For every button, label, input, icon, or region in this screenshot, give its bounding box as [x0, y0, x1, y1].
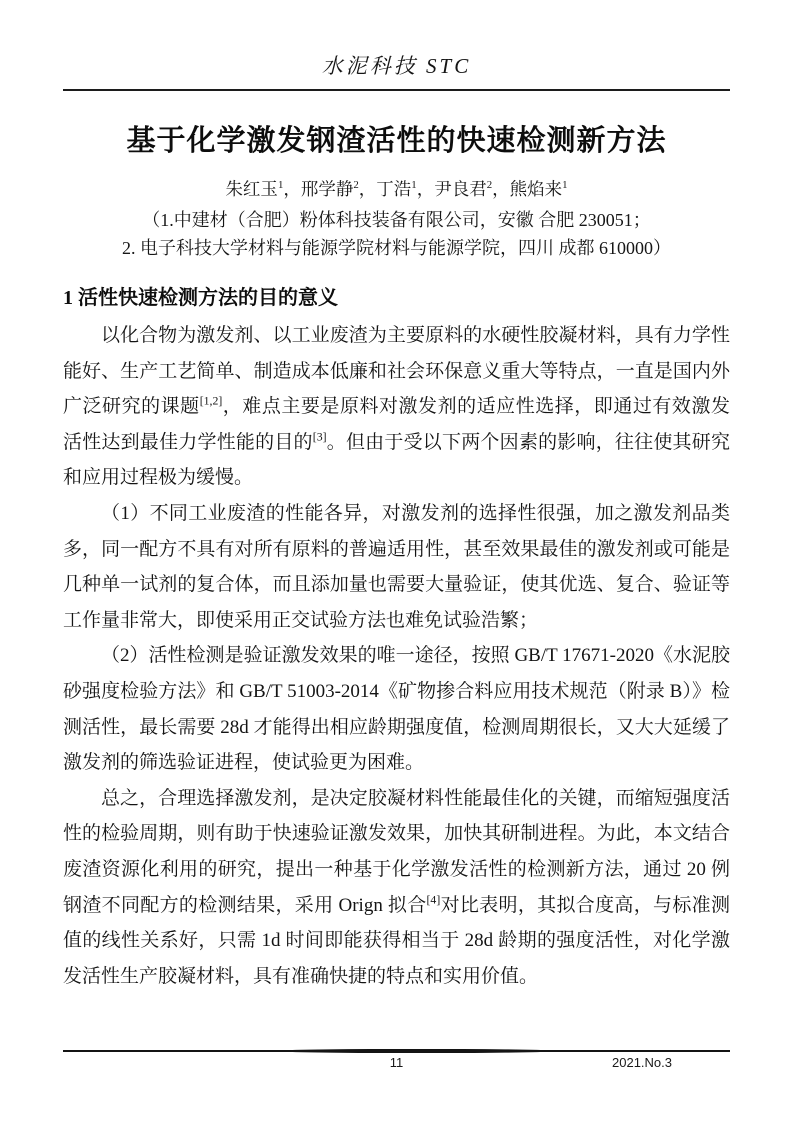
- author-name: 丁浩: [376, 179, 412, 199]
- header-rule: [63, 89, 730, 91]
- citation-superscript: [4]: [426, 893, 441, 907]
- citation-superscript: 1: [277, 179, 284, 192]
- paragraph-text: 总之，合理选择激发剂，是决定胶凝材料性能最佳化的关键，而缩短强度活性的检验周期，则有助于快速验证激发效果，加快其研制进程。为此，本文结合废渣资源化利用的研究，提出一种基于化学激发活性的检测新方法，通过 20 例钢渣不同配方的检测结果，采用 Orign 拟合: [63, 787, 730, 916]
- author-name: ，: [492, 179, 510, 199]
- footer-row: [63, 1055, 730, 1073]
- page-content: [63, 0, 730, 994]
- section-heading: 1 活性快速检测方法的目的意义: [63, 287, 338, 309]
- paragraph-text: 。但由于受以下两个因素的影响，往往使其研究和应用过程极为缓慢。: [63, 431, 730, 489]
- authors-line: [63, 176, 730, 201]
- author-name: 朱红玉: [225, 179, 278, 199]
- citation-superscript: 1: [562, 179, 568, 192]
- paragraph-text: （2）活性检测是验证激发效果的唯一途径，按照 GB/T 17671-2020《水泥胶砂强度检验方法》和 GB/T 51003-2014《矿物掺合料应用技术规范（附录 B）》检测活性，最长需要 28d 才能得出相应龄期强度值，检测周期很长，又大大延缓了激发剂的筛选验证进程，使试验更为困难。: [63, 645, 730, 774]
- author-name: ，: [358, 179, 377, 199]
- footer-rule: [63, 1050, 730, 1052]
- citation-superscript: 2: [486, 179, 493, 192]
- body-paragraphs: [63, 318, 730, 994]
- page-number: 11: [389, 1055, 404, 1070]
- paragraph-text: （1）不同工业废渣的性能各异，对激发剂的选择性很强，加之激发剂品类多，同一配方不具有对所有原料的普遍适用性，甚至效果最佳的激发剂或可能是几种单一试剂的复合体，而且添加量也需要大量验证，使其优选、复合、验证等工作量非常大，即使采用正交试验方法也难免试验浩繁；: [63, 502, 730, 631]
- author-name: ，: [283, 179, 301, 199]
- article-title: 基于化学激发钢渣活性的快速检测新方法: [126, 125, 667, 157]
- paragraph-text: 对比表明，其拟合度高，与标准测值的线性关系好，只需 1d 时间即能获得相当于 28d 龄期的强度活性，对化学激发活性生产胶凝材料，具有准确快捷的特点和实用价值。: [63, 894, 730, 987]
- author-name: 熊焰来: [509, 179, 563, 199]
- citation-superscript: [3]: [312, 430, 327, 444]
- body-paragraph: [63, 496, 730, 638]
- body-paragraph: [63, 638, 730, 780]
- citation-superscript: 1: [411, 179, 417, 192]
- author-name: ，: [416, 179, 435, 199]
- citation-superscript: [1,2]: [199, 394, 223, 408]
- page-footer: [63, 1050, 730, 1073]
- affiliation-line-1: （1.中建材（合肥）粉体科技装备有限公司，安徽 合肥 230051；: [142, 210, 651, 230]
- paragraph-text: ，难点主要是原料对激发剂的适应性选择，即通过有效激发活性达到最佳力学性能的目的: [63, 396, 730, 453]
- journal-running-head: 水泥科技 STC: [321, 54, 472, 78]
- affiliations: [63, 206, 730, 262]
- author-name: 尹良君: [434, 179, 487, 199]
- issue-label: 2021.No.3: [612, 1055, 672, 1070]
- body-paragraph: [63, 318, 730, 496]
- affiliation-line-2: 2. 电子科技大学材料与能源学院材料与能源学院，四川 成都 610000）: [122, 238, 671, 258]
- author-name: 邢学静: [300, 179, 354, 199]
- body-paragraph: [63, 781, 730, 995]
- paragraph-text: 以化合物为激发剂、以工业废渣为主要原料的水硬性胶凝材料，具有力学性能好、生产工艺简单、制造成本低廉和社会环保意义重大等特点，一直是国内外广泛研究的课题: [63, 325, 730, 418]
- citation-superscript: 2: [353, 179, 359, 192]
